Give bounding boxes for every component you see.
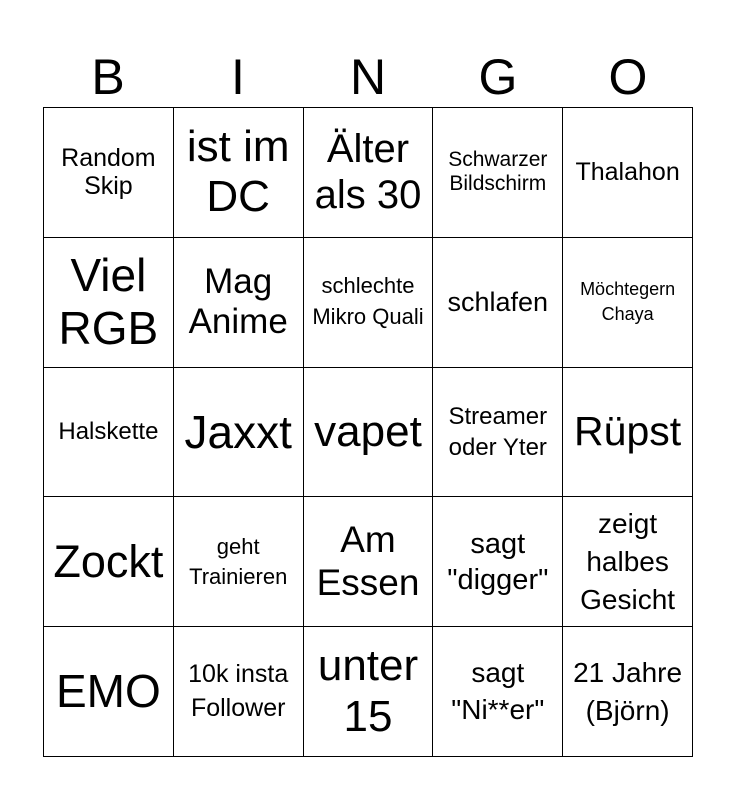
cell-text: sagt "digger" (447, 527, 549, 596)
cell-text: Streamer oder Yter (448, 402, 548, 461)
cell-text: ist im DC (186, 121, 290, 222)
bingo-cell-r4-c4[interactable] (433, 497, 563, 627)
header-letter-g: G (478, 49, 518, 105)
cell-text: Mag Anime (188, 261, 288, 342)
cell-text: unter 15 (317, 641, 419, 741)
cell-text: Am Essen (316, 519, 420, 603)
bingo-cell-r1-c2[interactable] (174, 108, 304, 238)
bingo-cell-r3-c5[interactable] (563, 368, 693, 498)
cell-text: Halskette (58, 418, 159, 446)
cell-text: Thalahon (575, 158, 680, 187)
cell-text: EMO (56, 665, 161, 718)
cell-text: Zockt (53, 535, 164, 587)
bingo-cell-r5-c4[interactable] (433, 627, 563, 757)
header-letter-n: N (349, 49, 387, 105)
bingo-cell-r1-c5[interactable] (563, 108, 693, 238)
bingo-cell-r5-c3[interactable] (304, 627, 434, 757)
cell-text: Random Skip (61, 143, 156, 201)
bingo-cell-r3-c4[interactable] (433, 368, 563, 498)
cell-text: Schwarzer Bildschirm (448, 148, 548, 196)
bingo-cell-r1-c1[interactable] (44, 108, 174, 238)
cell-text: Rüpst (574, 408, 682, 455)
bingo-cell-r2-c4[interactable] (433, 238, 563, 368)
header-letter-b: B (91, 49, 125, 105)
bingo-cell-r3-c2[interactable] (174, 368, 304, 498)
bingo-cell-r2-c1[interactable] (44, 238, 174, 368)
header-letter-o: O (608, 49, 648, 105)
bingo-cell-r4-c3[interactable] (304, 497, 434, 627)
bingo-cell-r2-c3[interactable] (304, 238, 434, 368)
bingo-cell-r2-c5[interactable] (563, 238, 693, 368)
cell-text: geht Trainieren (189, 534, 288, 589)
bingo-cell-r5-c5[interactable] (563, 627, 693, 757)
cell-text: Möchtegern Chaya (580, 279, 676, 325)
bingo-cell-r4-c1[interactable] (44, 497, 174, 627)
bingo-cell-r3-c1[interactable] (44, 368, 174, 498)
bingo-header (43, 46, 693, 108)
bingo-cell-r4-c2[interactable] (174, 497, 304, 627)
bingo-board (43, 107, 693, 757)
header-letter-i: I (231, 49, 245, 105)
bingo-cell-r5-c2[interactable] (174, 627, 304, 757)
cell-text: 10k insta Follower (188, 659, 289, 722)
cell-text: Älter als 30 (314, 127, 422, 218)
cell-text: sagt "Ni**er" (451, 657, 545, 725)
cell-text: Jaxxt (184, 405, 292, 458)
cell-text: schlechte Mikro Quali (312, 273, 424, 330)
cell-text: 21 Jahre (Björn) (573, 656, 683, 726)
bingo-cell-r3-c3[interactable] (304, 368, 434, 498)
cell-text: schlafen (447, 286, 549, 317)
cell-text: zeigt halbes Gesicht (580, 508, 676, 615)
bingo-cell-r1-c4[interactable] (433, 108, 563, 238)
cell-text: vapet (314, 406, 422, 456)
bingo-cell-r2-c2[interactable] (174, 238, 304, 368)
bingo-cell-r1-c3[interactable] (304, 108, 434, 238)
bingo-cell-r4-c5[interactable] (563, 497, 693, 627)
cell-text: Viel RGB (58, 249, 159, 355)
bingo-cell-r5-c1[interactable] (44, 627, 174, 757)
